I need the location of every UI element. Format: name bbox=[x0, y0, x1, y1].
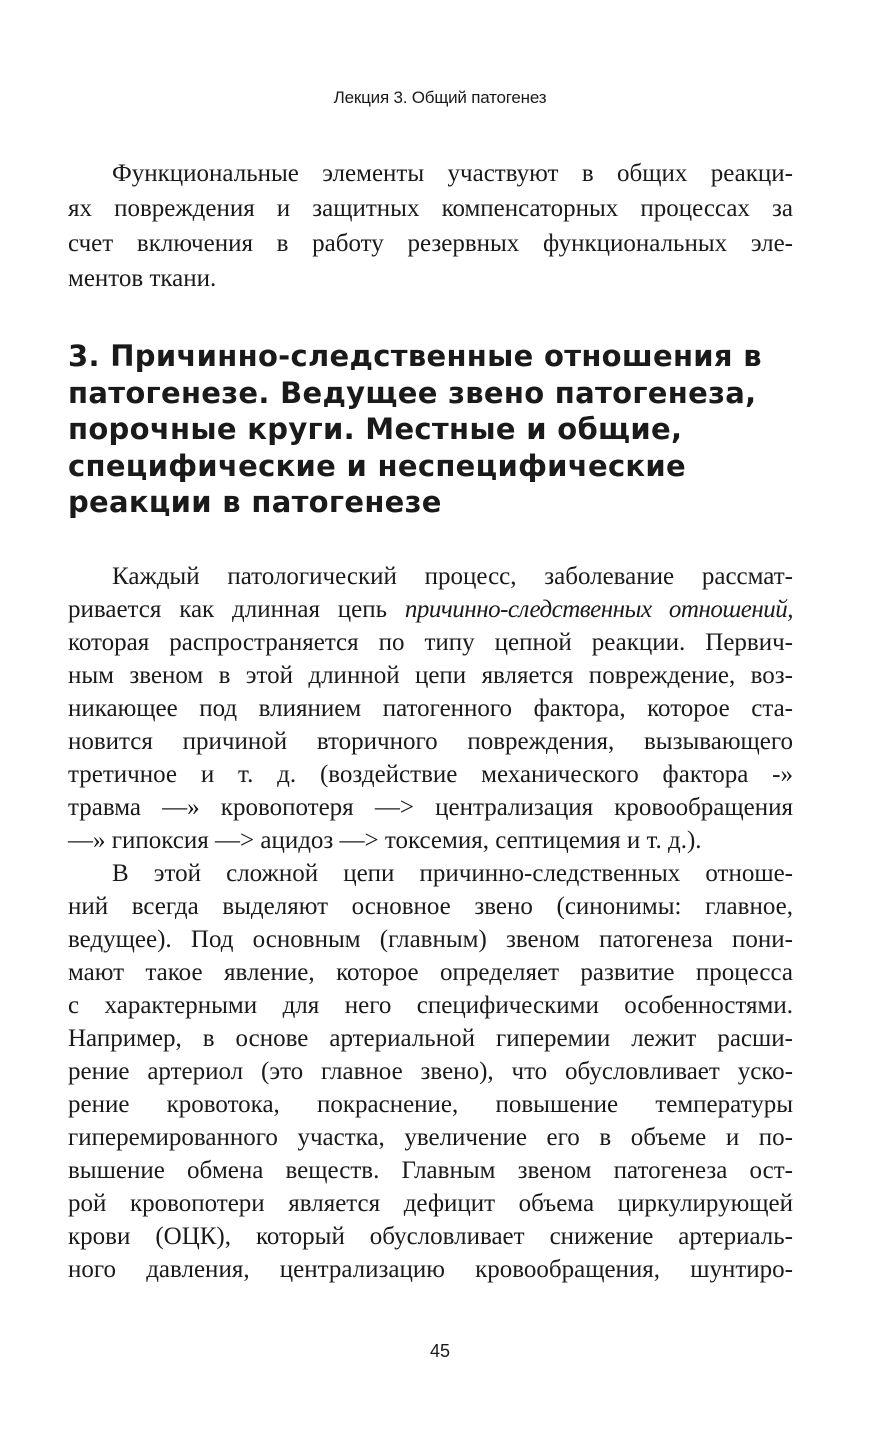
body-line: ным звеном в этой длинной цепи является повреждение, воз- bbox=[68, 662, 793, 689]
body-line: гиперемированного участка, увеличение его в объеме и по- bbox=[68, 1124, 793, 1151]
body-line: никающее под влиянием патогенного фактора, которое ста- bbox=[68, 695, 793, 722]
section-heading-line: реакции в патогенезе bbox=[68, 485, 442, 519]
body-text: ривается как длинная цепь bbox=[68, 596, 405, 623]
body-line: вышение обмена веществ. Главным звеном патогенеза ост- bbox=[68, 1157, 793, 1184]
intro-line: Функциональные элементы участвуют в общих реакци- bbox=[112, 160, 793, 187]
italic-term: причинно-следственных отношений, bbox=[404, 596, 793, 623]
section-heading-line: специфические и неспецифические bbox=[68, 448, 687, 483]
section-heading-line: порочные круги. Местные и общие, bbox=[68, 412, 683, 446]
body-line: третичное и т. д. (воздействие механического фактора -» bbox=[68, 761, 793, 788]
body-line: новится причиной вторичного повреждения, вызывающего bbox=[68, 728, 793, 755]
body-line: Каждый патологический процесс, заболевание рассмат- bbox=[112, 563, 793, 590]
intro-line: счет включения в работу резервных функциональных эле- bbox=[68, 230, 793, 257]
body-line: В этой сложной цепи причинно-следственных отноше- bbox=[112, 860, 793, 887]
intro-line: ях повреждения и защитных компенсаторных процессах за bbox=[68, 195, 793, 222]
intro-line: ментов ткани. bbox=[68, 265, 217, 292]
body-line: крови (ОЦК), который обусловливает снижение артериаль- bbox=[68, 1223, 793, 1250]
body-line: мают такое явление, которое определяет развитие процесса bbox=[68, 959, 793, 986]
body-line: которая распространяется по типу цепной реакции. Первич- bbox=[68, 629, 793, 656]
body-line: ний всегда выделяют основное звено (синонимы: главное, bbox=[68, 893, 793, 920]
body-line: Например, в основе артериальной гиперемии лежит расши- bbox=[68, 1025, 793, 1052]
section-heading-line: 3. Причинно-следственные отношения в bbox=[68, 339, 762, 373]
body-line: рой кровопотери является дефицит объема циркулирующей bbox=[68, 1190, 793, 1217]
body-line: —» гипоксия —> ацидоз —> токсемия, септицемия и т. д.). bbox=[68, 827, 702, 854]
section-heading-line: патогенезе. Ведущее звено патогенеза, bbox=[68, 375, 757, 410]
page-number: 45 bbox=[429, 1341, 451, 1361]
running-header: Лекция 3. Общий патогенез bbox=[333, 88, 547, 107]
body-line: с характерными для него специфическими особенностями. bbox=[68, 992, 793, 1019]
body-line: рение артериол (это главное звено), что обусловливает уско- bbox=[68, 1058, 793, 1085]
body-line: травма —» кровопотеря —> централизация кровообращения bbox=[68, 794, 793, 821]
section-heading bbox=[68, 338, 813, 521]
body-line: ного давления, централизацию кровообращения, шунтиро- bbox=[68, 1256, 793, 1283]
body-line: рение кровотока, покраснение, повышение температуры bbox=[68, 1091, 793, 1118]
body-line bbox=[68, 594, 793, 626]
body-line: ведущее). Под основным (главным) звеном патогенеза пони- bbox=[68, 926, 793, 953]
